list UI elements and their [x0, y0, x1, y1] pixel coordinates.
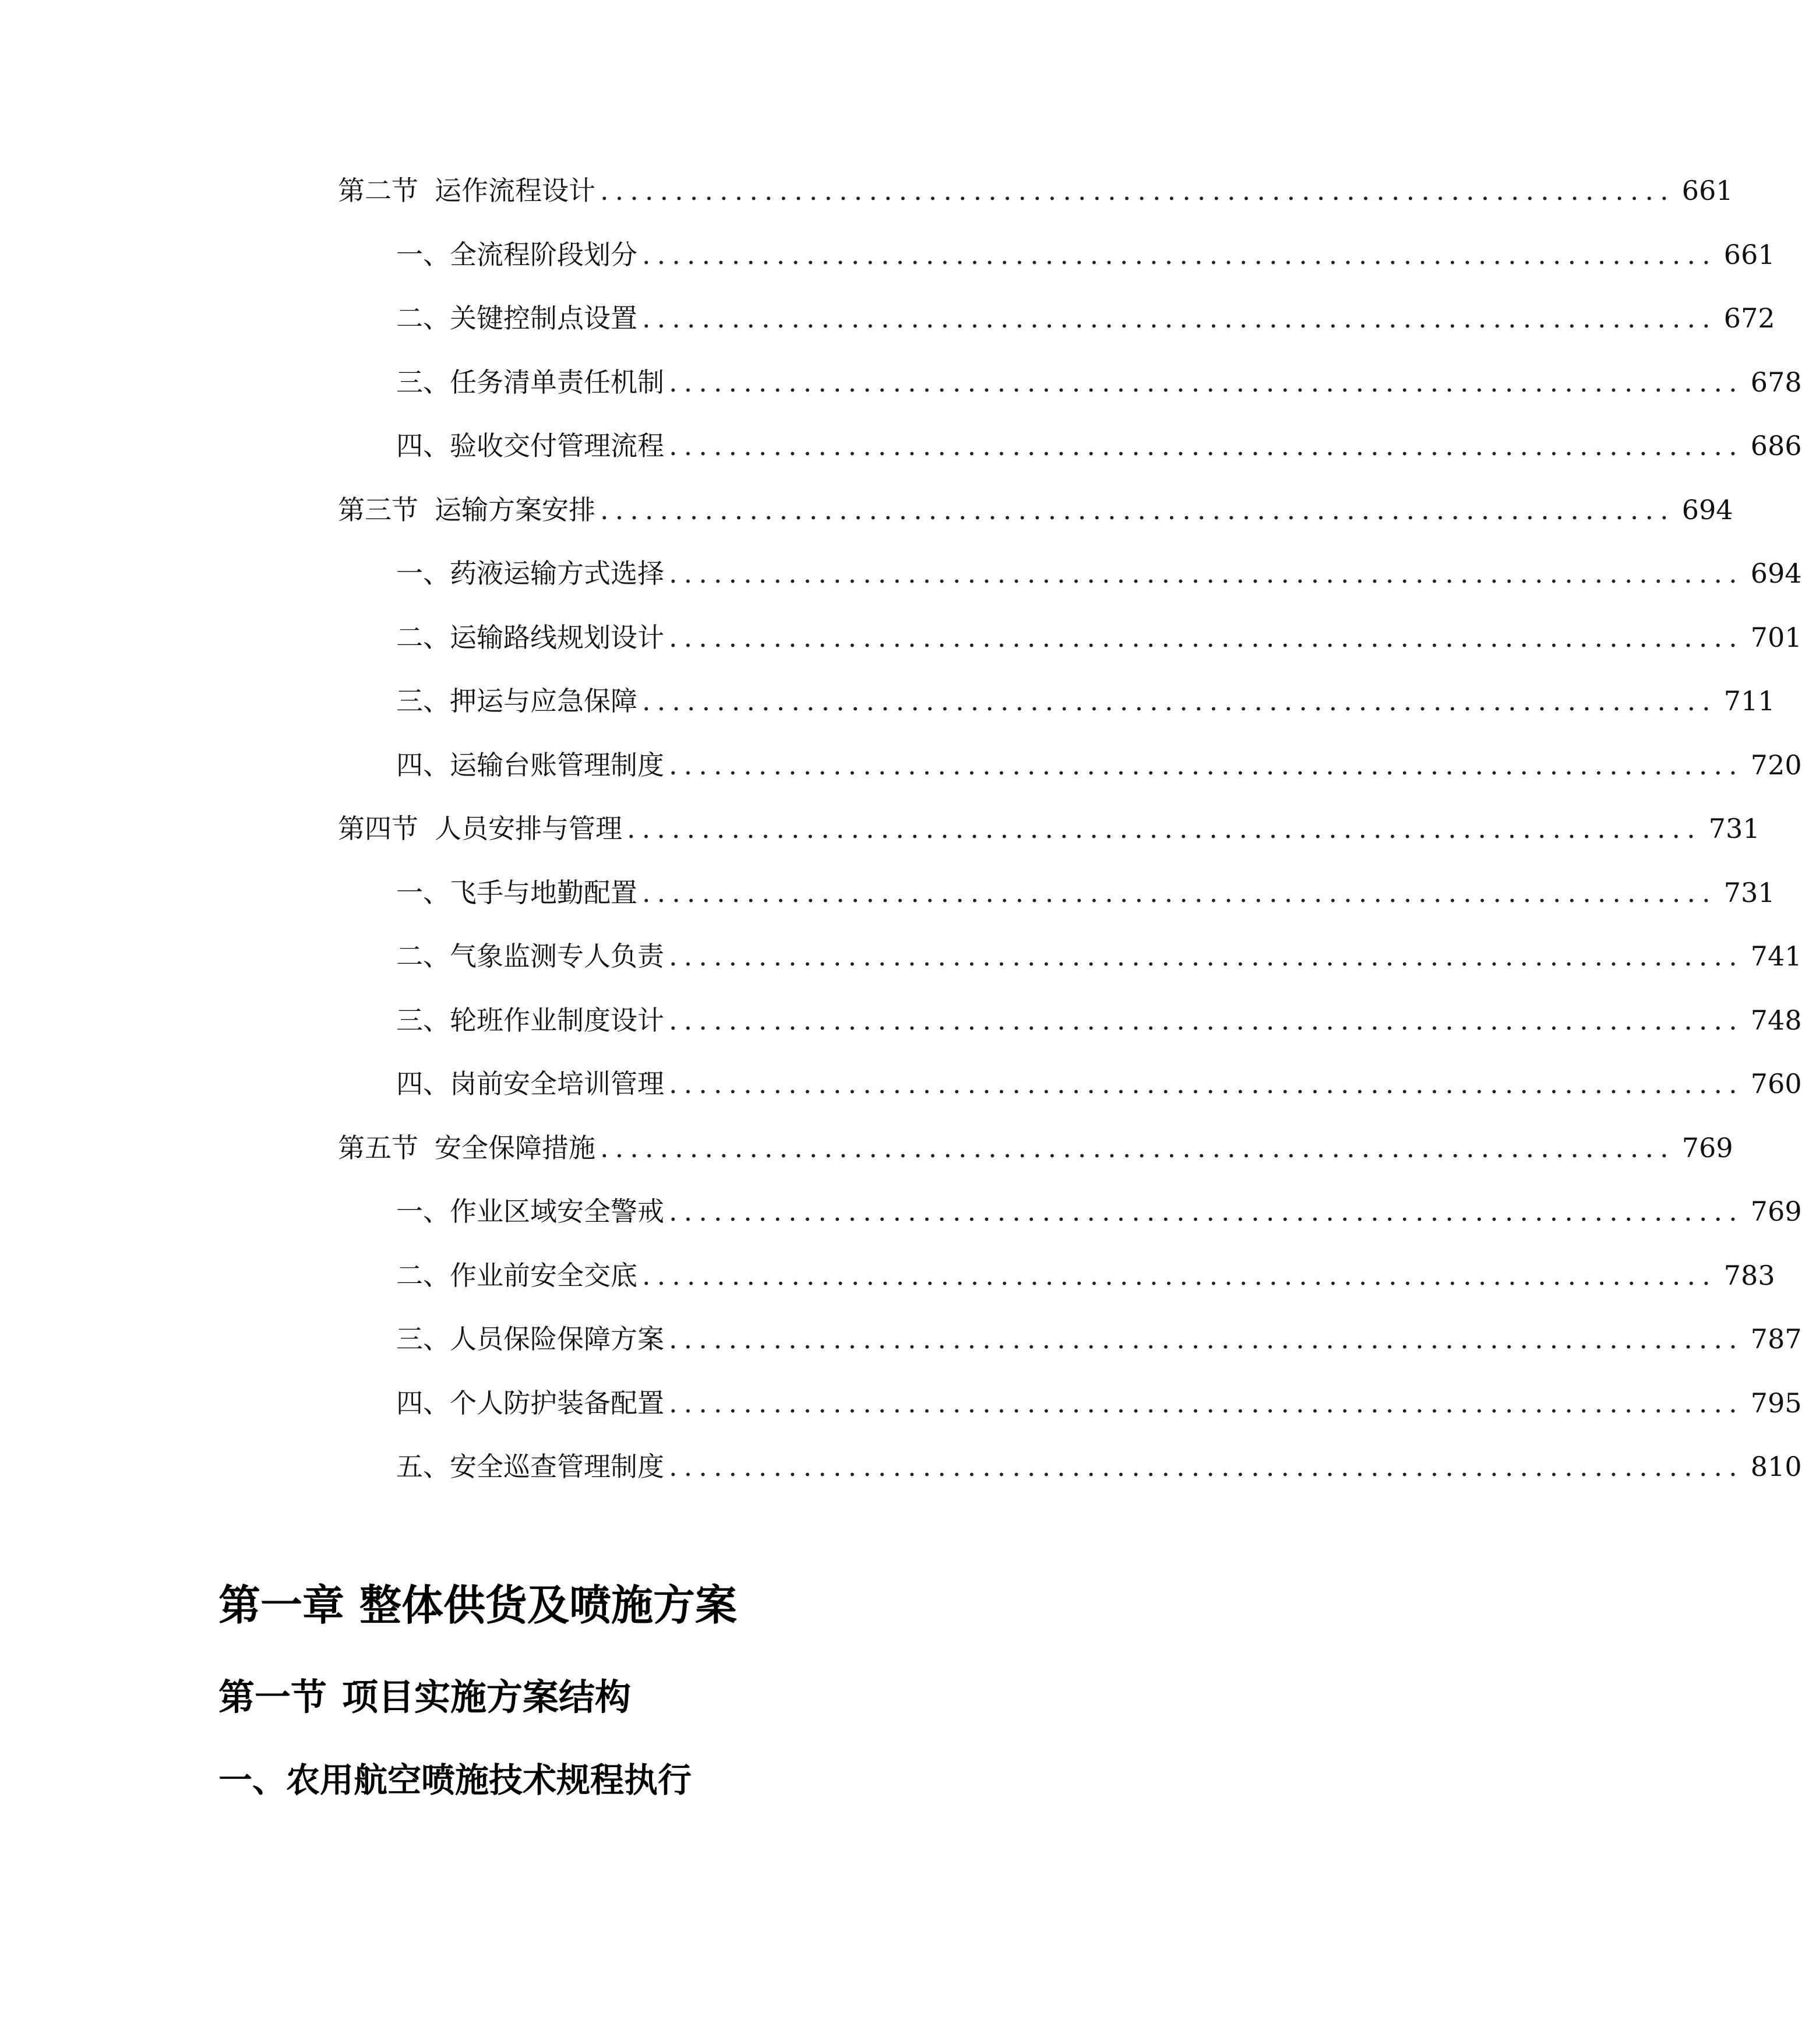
toc-item-title: 任务清单责任机制 [450, 366, 664, 398]
toc-item-entry[interactable] [396, 617, 1802, 658]
toc-item-entry[interactable] [396, 745, 1802, 785]
toc-leader-dots: ........................................................................ [642, 1260, 1717, 1291]
toc-item-title: 轮班作业制度设计 [450, 1005, 664, 1036]
toc-item-number: 一、 [396, 558, 450, 589]
toc-leader-dots: ........................................................................ [642, 877, 1717, 908]
toc-section-entry[interactable] [338, 170, 1733, 211]
chapter-label: 第一章 [218, 1581, 345, 1630]
toc-item-entry[interactable] [396, 1191, 1802, 1232]
toc-page-number: 720 [1750, 749, 1802, 781]
toc-leader-dots: ........................................................................ [669, 622, 1744, 653]
toc-entry-title [338, 489, 600, 530]
toc-item-number: 三、 [396, 366, 450, 398]
toc-page-number: 731 [1708, 813, 1760, 844]
toc-leader-dots: ........................................................................ [669, 749, 1744, 781]
toc-section-title: 安全保障措施 [435, 1132, 595, 1164]
toc-section-label: 第三节 [338, 494, 418, 526]
toc-item-entry[interactable] [396, 553, 1802, 594]
toc-item-number: 三、 [396, 1005, 450, 1036]
toc-page-number: 661 [1681, 175, 1733, 206]
toc-item-number: 二、 [396, 1260, 450, 1291]
toc-item-title: 关键控制点设置 [450, 302, 637, 334]
toc-leader-dots: ........................................................................ [669, 1068, 1744, 1099]
toc-item-title: 押运与应急保障 [450, 685, 637, 717]
toc-section-entry[interactable] [338, 1127, 1733, 1168]
toc-page-number: 678 [1750, 366, 1802, 398]
toc-item-title: 人员保险保障方案 [450, 1323, 664, 1355]
toc-page-number: 810 [1750, 1451, 1802, 1482]
toc-entry-title [338, 170, 600, 211]
toc-section-entry[interactable] [338, 489, 1733, 530]
toc-item-entry[interactable] [396, 425, 1802, 466]
toc-section-label: 第五节 [338, 1132, 418, 1164]
toc-item-number: 四、 [396, 430, 450, 461]
toc-leader-dots: ........................................................................ [669, 558, 1744, 589]
toc-item-title: 个人防护装备配置 [450, 1387, 664, 1419]
toc-section-title: 运作流程设计 [435, 175, 595, 206]
toc-page-number: 741 [1750, 940, 1802, 972]
toc-leader-dots: ........................................................................ [600, 175, 1675, 206]
toc-leader-dots: ........................................................................ [669, 1005, 1744, 1036]
toc-item-entry[interactable] [396, 1383, 1802, 1423]
toc-leader-dots: ........................................................................ [669, 1196, 1744, 1227]
toc-item-title: 飞手与地勤配置 [450, 877, 637, 908]
toc-page-number: 694 [1750, 558, 1802, 589]
toc-page-number: 661 [1723, 239, 1775, 270]
toc-leader-dots: ........................................................................ [669, 430, 1744, 461]
toc-item-number: 二、 [396, 302, 450, 334]
toc-item-title: 验收交付管理流程 [450, 430, 664, 461]
toc-item-number: 四、 [396, 749, 450, 781]
toc-leader-dots: ........................................................................ [642, 239, 1717, 270]
toc-page-number: 783 [1723, 1260, 1775, 1291]
toc-page-number: 731 [1723, 877, 1775, 908]
toc-page-number: 686 [1750, 430, 1802, 461]
toc-leader-dots: ........................................................................ [669, 366, 1744, 398]
toc-item-entry[interactable] [396, 298, 1775, 339]
toc-section-title: 运输方案安排 [435, 494, 595, 526]
toc-item-number: 三、 [396, 1323, 450, 1355]
toc-entry-title [338, 1127, 600, 1168]
toc-page-number: 787 [1750, 1323, 1802, 1355]
toc-leader-dots: ........................................................................ [669, 940, 1744, 972]
toc-item-title: 作业前安全交底 [450, 1260, 637, 1291]
toc-section-title: 人员安排与管理 [435, 813, 622, 844]
toc-item-entry[interactable] [396, 1446, 1802, 1487]
toc-page-number: 711 [1723, 685, 1775, 717]
toc-item-number: 四、 [396, 1068, 450, 1099]
toc-item-title: 运输路线规划设计 [450, 622, 664, 653]
toc-item-number: 一、 [396, 1196, 450, 1227]
toc-item-entry[interactable] [396, 681, 1775, 721]
toc-item-title: 气象监测专人负责 [450, 940, 664, 972]
toc-entry-title [338, 808, 627, 849]
toc-item-entry[interactable] [396, 1000, 1802, 1041]
toc-page-number: 748 [1750, 1005, 1802, 1036]
section-heading [218, 1671, 631, 1724]
toc-item-entry[interactable] [396, 936, 1802, 977]
toc-leader-dots: ........................................................................ [642, 302, 1717, 334]
toc-item-entry[interactable] [396, 1063, 1802, 1104]
toc-leader-dots: ........................................................................ [627, 813, 1702, 844]
toc-item-number: 二、 [396, 622, 450, 653]
toc-section-entry[interactable] [338, 808, 1760, 849]
toc-item-number: 四、 [396, 1387, 450, 1419]
toc-leader-dots: ........................................................................ [669, 1451, 1744, 1482]
subsection-title: 一、农用航空喷施技术规程执行 [218, 1760, 692, 1800]
toc-page-number: 701 [1750, 622, 1802, 653]
toc-leader-dots: ........................................................................ [600, 1132, 1675, 1164]
subsection-heading [218, 1755, 692, 1805]
toc-section-label: 第二节 [338, 175, 418, 206]
toc-item-title: 运输台账管理制度 [450, 749, 664, 781]
toc-item-title: 安全巡查管理制度 [450, 1451, 664, 1482]
toc-item-title: 全流程阶段划分 [450, 239, 637, 270]
chapter-heading [218, 1576, 737, 1634]
toc-item-title: 药液运输方式选择 [450, 558, 664, 589]
toc-section-label: 第四节 [338, 813, 418, 844]
toc-page-number: 769 [1750, 1196, 1802, 1227]
toc-item-number: 三、 [396, 685, 450, 717]
toc-item-title: 岗前安全培训管理 [450, 1068, 664, 1099]
toc-item-entry[interactable] [396, 362, 1802, 403]
toc-item-number: 一、 [396, 239, 450, 270]
toc-leader-dots: ........................................................................ [642, 685, 1717, 717]
section-title: 项目实施方案结构 [342, 1676, 632, 1718]
toc-page-number: 769 [1681, 1132, 1733, 1164]
toc-item-entry[interactable] [396, 234, 1775, 275]
toc-leader-dots: ........................................................................ [669, 1323, 1744, 1355]
toc-page-number: 760 [1750, 1068, 1802, 1099]
toc-item-number: 二、 [396, 940, 450, 972]
toc-page-number: 694 [1681, 494, 1733, 526]
chapter-title: 整体供货及喷施方案 [359, 1581, 738, 1630]
toc-leader-dots: ........................................................................ [600, 494, 1675, 526]
section-label: 第一节 [218, 1676, 327, 1718]
toc-leader-dots: ........................................................................ [669, 1387, 1744, 1419]
toc-item-number: 一、 [396, 877, 450, 908]
toc-page-number: 672 [1723, 302, 1775, 334]
toc-item-entry[interactable] [396, 872, 1775, 913]
toc-item-entry[interactable] [396, 1255, 1775, 1296]
toc-item-entry[interactable] [396, 1319, 1802, 1359]
toc-item-title: 作业区域安全警戒 [450, 1196, 664, 1227]
toc-item-number: 五、 [396, 1451, 450, 1482]
toc-page-number: 795 [1750, 1387, 1802, 1419]
